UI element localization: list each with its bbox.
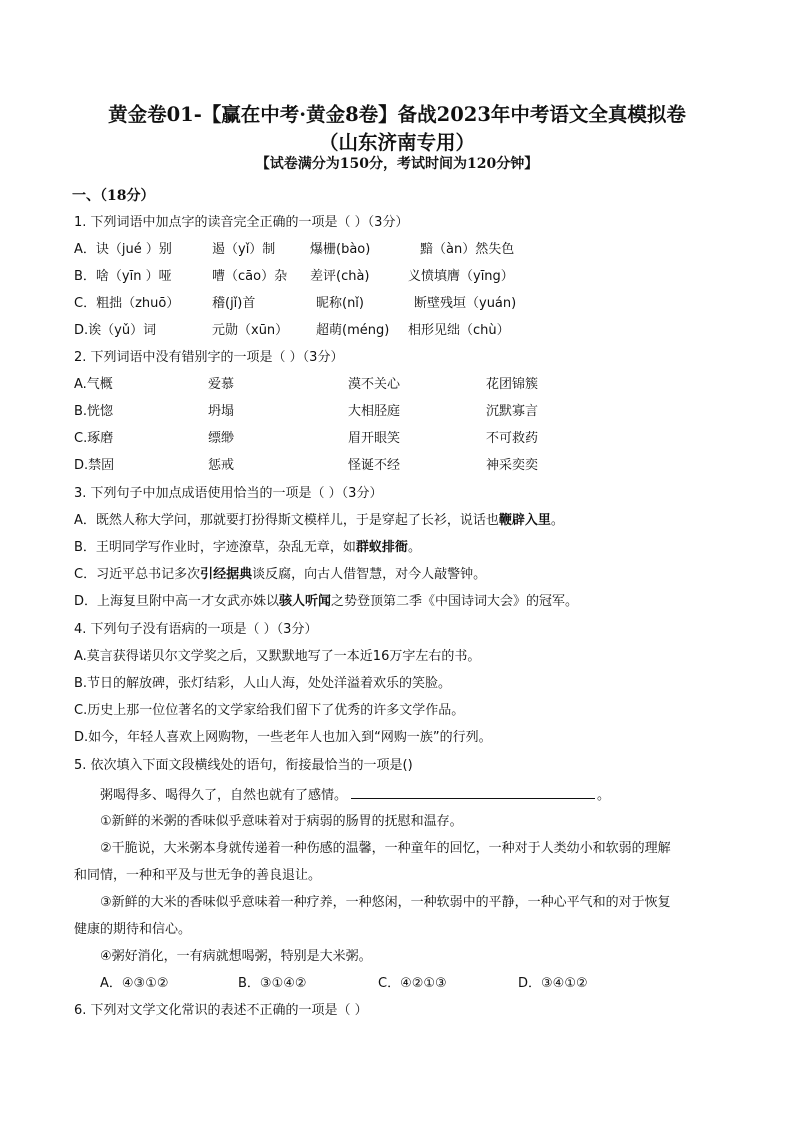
q1-d-1: D.诶（yǔ）词	[74, 323, 157, 338]
q2-stem: 2. 下列词语中没有错别字的一项是（ ）（3分）	[74, 350, 344, 365]
q2-a-2: 爱慕	[208, 377, 235, 392]
q2-d-2: 惩戒	[208, 458, 235, 473]
q1-d-2: 元勋（xūn）	[212, 323, 289, 338]
q1-stem: 1. 下列词语中加点字的读音完全正确的一项是（ ）（3分）	[74, 215, 409, 230]
q4-option-d: D.如今，年轻人喜欢上网购物，一些老年人也加入到“网购一族”的行列。	[74, 730, 492, 745]
q5-sentence-2-line2: 和同情，一种和平及与世无争的善良退让。	[74, 868, 322, 883]
q2-c-1: C.琢磨	[74, 431, 114, 446]
q1-b-3: 差评(chà)	[310, 269, 370, 284]
q3-option-d-idiom: 骇人听闻	[279, 594, 332, 609]
q1-c-2: 稽(jǐ)首	[212, 296, 256, 311]
q1-c-3: 昵称(nǐ)	[316, 296, 364, 311]
q1-a-4: 黯（àn）然失色	[420, 242, 515, 257]
q2-d-3: 怪诞不经	[348, 458, 401, 473]
q2-b-2: 坍塌	[208, 404, 235, 419]
q1-b-2: 嘈（cāo）杂	[212, 269, 288, 284]
q2-d-4: 神采奕奕	[486, 458, 539, 473]
q5-stem: 5. 依次填入下面文段横线处的语句，衔接最恰当的一项是()	[74, 758, 413, 773]
q2-d-1: D.禁固	[74, 458, 115, 473]
exam-title-line1: 黄金卷01-【赢在中考·黄金8卷】备战2023年中考语文全真模拟卷	[108, 103, 686, 126]
q5-sentence-1: ①新鲜的米粥的香味似乎意味着对于病弱的肠胃的抚慰和温存。	[100, 814, 463, 829]
q5-choice-a: A．④③①②	[100, 976, 169, 991]
q1-c-1: C．粗拙（zhuō）	[74, 296, 180, 311]
q5-choice-c: C．④②①③	[378, 976, 447, 991]
q3-stem: 3. 下列句子中加点成语使用恰当的一项是（ ）（3分）	[74, 486, 383, 501]
q3-option-c: C．习近平总书记多次引经据典谈反腐，向古人借智慧，对今人敲警钟。	[74, 567, 487, 582]
q5-sentence-3-line2: 健康的期待和信心。	[74, 922, 192, 937]
q6-stem: 6. 下列对文学文化常识的表述不正确的一项是（ ）	[74, 1003, 368, 1018]
q1-d-4: 相形见绌（chù）	[408, 323, 510, 338]
exam-subtitle: 【试卷满分为150分，考试时间为120分钟】	[255, 156, 539, 172]
exam-title-line2: （山东济南专用）	[318, 131, 475, 154]
q5-sentence-3-line1: ③新鲜的大米的香味似乎意味着一种疗养，一种悠闲，一种软弱中的平静，一种心平气和的对于恢复	[100, 895, 671, 910]
q2-c-4: 不可救药	[486, 431, 539, 446]
q1-d-3: 超萌(méng)	[316, 323, 390, 338]
q5-sentence-2-line1: ②干脆说，大米粥本身就传递着一种伤感的温馨，一种童年的回忆，一种对于人类幼小和软弱的理解	[100, 841, 671, 856]
q3-option-d: D．上海复旦附中高一才女武亦姝以骇人听闻之势登顶第二季《中国诗词大会》的冠军。	[74, 594, 579, 609]
q3-option-c-idiom: 引经据典	[200, 567, 253, 582]
q1-a-1: A．诀（jué ）别	[74, 242, 172, 257]
q1-b-4: 义愤填膺（yīng）	[408, 269, 514, 284]
q3-option-a-idiom: 鞭辟入里	[498, 513, 551, 528]
q5-sentence-4: ④粥好消化，一有病就想喝粥，特别是大米粥。	[100, 949, 372, 964]
q5-answer-blank	[351, 786, 595, 799]
q1-c-4: 断壁残垣（yuán)	[414, 296, 517, 311]
q2-a-3: 漠不关心	[348, 377, 401, 392]
q4-option-c: C.历史上那一位位著名的文学家给我们留下了优秀的许多文学作品。	[74, 703, 465, 718]
section-heading: 一、（18分）	[72, 188, 155, 204]
q2-b-4: 沉默寡言	[486, 404, 539, 419]
q2-a-4: 花团锦簇	[486, 377, 539, 392]
q2-c-2: 缥缈	[208, 431, 235, 446]
q2-b-3: 大相胫庭	[348, 404, 401, 419]
q4-stem: 4. 下列句子没有语病的一项是（ ）（3分）	[74, 622, 318, 637]
q1-a-2: 遏（yǐ）制	[212, 242, 276, 257]
q4-option-b: B.节日的解放碑，张灯结彩，人山人海，处处洋溢着欢乐的笑脸。	[74, 676, 452, 691]
q2-a-1: A.气概	[74, 377, 113, 392]
q3-option-b-idiom: 群蚁排衙	[355, 540, 408, 555]
q2-b-1: B.恍惚	[74, 404, 114, 419]
q3-option-a: A．既然人称大学问，那就要打扮得斯文模样儿，于是穿起了长衫，说话也鞭辟入里。	[74, 513, 564, 528]
q3-option-b: B．王明同学写作业时，字迹潦草，杂乱无章，如群蚁排衙。	[74, 540, 421, 555]
q2-c-3: 眉开眼笑	[348, 431, 401, 446]
q1-a-3: 爆栅(bào)	[310, 242, 371, 257]
q5-choice-d: D．③④①②	[518, 976, 588, 991]
q5-choice-b: B．③①④②	[238, 976, 307, 991]
q1-b-1: B．啥（yīn ）哑	[74, 269, 172, 284]
q5-passage: 粥喝得多、喝得久了，自然也就有了感情。 。	[100, 788, 611, 803]
q4-option-a: A.莫言获得诺贝尔文学奖之后，又默默地写了一本近16万字左右的书。	[74, 649, 481, 664]
